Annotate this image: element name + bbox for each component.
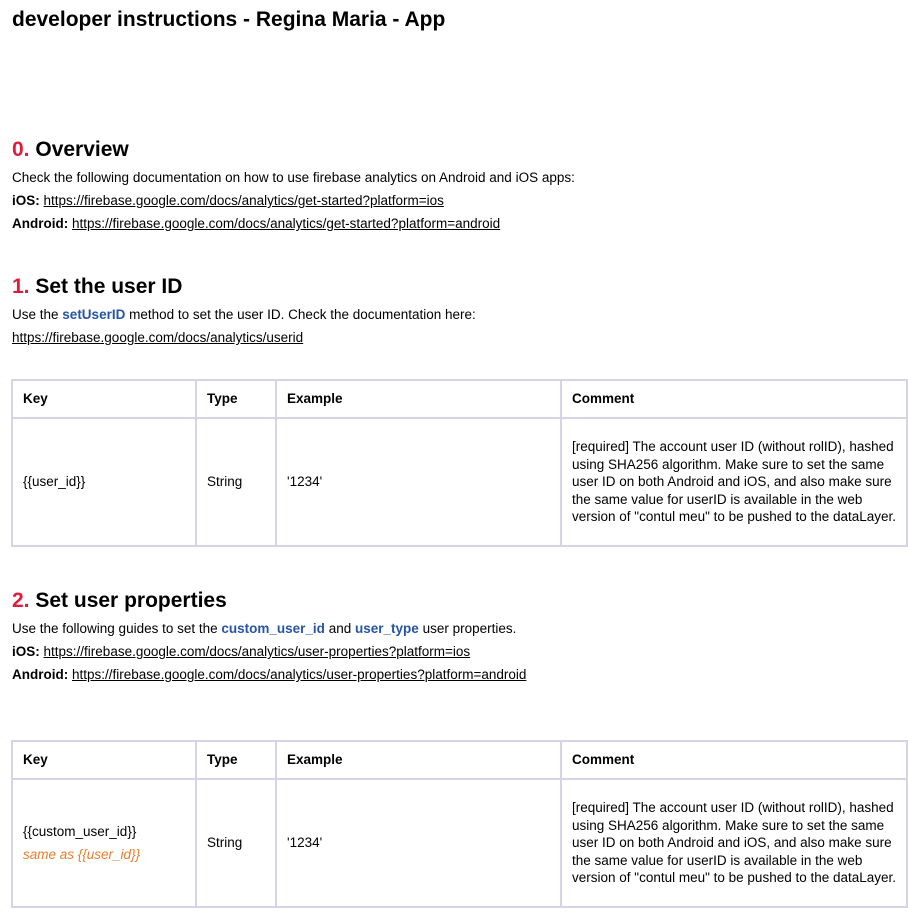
- ios-label: iOS:: [12, 644, 40, 659]
- user-id-doc-link[interactable]: https://firebase.google.com/docs/analytics/userid: [12, 330, 304, 345]
- android-user-properties-link[interactable]: https://firebase.google.com/docs/analytics/user-properties?platform=android: [72, 667, 527, 682]
- example-column-header: Example: [276, 741, 561, 779]
- user-properties-intro-text-after: user properties.: [422, 621, 517, 636]
- user-type-property: user_type: [355, 621, 419, 636]
- user-properties-intro: [12, 620, 516, 638]
- table-header-row: [12, 380, 907, 418]
- user-id-number: 1.: [12, 275, 30, 298]
- type-column-header: Type: [196, 380, 276, 418]
- table-row: [12, 779, 907, 907]
- user-properties-table: [11, 740, 908, 908]
- user-id-intro-text-before: Use the: [12, 307, 59, 322]
- overview-title: Overview: [35, 138, 129, 161]
- user-properties-intro-and: and: [328, 621, 352, 636]
- overview-heading: [12, 137, 129, 163]
- type-cell: String: [196, 779, 276, 907]
- user-id-heading: [12, 274, 182, 300]
- type-column-header: Type: [196, 741, 276, 779]
- ios-get-started-link[interactable]: https://firebase.google.com/docs/analytics/get-started?platform=ios: [43, 193, 444, 208]
- table-row: [12, 418, 907, 546]
- overview-intro: Check the following documentation on how to use firebase analytics on Android and iOS apps:: [12, 170, 575, 185]
- overview-ios-line: [12, 192, 444, 210]
- overview-android-line: [12, 215, 500, 233]
- user-properties-title: Set user properties: [35, 589, 227, 612]
- android-label: Android:: [12, 667, 69, 682]
- key-cell: [12, 779, 196, 907]
- key-cell: {{user_id}}: [12, 418, 196, 546]
- custom-user-id-property: custom_user_id: [221, 621, 325, 636]
- android-label: Android:: [12, 216, 69, 231]
- key-value: {{custom_user_id}}: [23, 823, 137, 839]
- ios-user-properties-link[interactable]: https://firebase.google.com/docs/analytics/user-properties?platform=ios: [43, 644, 471, 659]
- key-note: same as {{user_id}}: [23, 847, 141, 862]
- table-header-row: [12, 741, 907, 779]
- example-column-header: Example: [276, 380, 561, 418]
- key-column-header: Key: [12, 380, 196, 418]
- set-user-id-method: setUserID: [62, 307, 126, 322]
- user-id-intro: [12, 306, 476, 324]
- user-id-intro-text-after: method to set the user ID. Check the documentation here:: [129, 307, 476, 322]
- overview-number: 0.: [12, 138, 30, 161]
- comment-column-header: Comment: [561, 380, 907, 418]
- user-properties-number: 2.: [12, 589, 30, 612]
- document-title: developer instructions - Regina Maria - App: [12, 8, 446, 31]
- example-cell: '1234': [276, 418, 561, 546]
- user-id-table: [11, 379, 908, 547]
- android-get-started-link[interactable]: https://firebase.google.com/docs/analytics/get-started?platform=android: [72, 216, 501, 231]
- user-properties-heading: [12, 588, 227, 614]
- user-properties-android-line: [12, 666, 526, 684]
- user-id-doc-line: [12, 329, 303, 347]
- type-cell: String: [196, 418, 276, 546]
- user-properties-intro-text-before: Use the following guides to set the: [12, 621, 218, 636]
- comment-cell: [required] The account user ID (without rolID), hashed using SHA256 algorithm. Make sure to set the same user ID on both Android and iOS, and also make sure the same value for userID is available in the web version of "contul meu" to be pushed to the dataLayer.: [561, 779, 907, 907]
- example-cell: '1234': [276, 779, 561, 907]
- comment-column-header: Comment: [561, 741, 907, 779]
- user-id-title: Set the user ID: [35, 275, 183, 298]
- key-column-header: Key: [12, 741, 196, 779]
- ios-label: iOS:: [12, 193, 40, 208]
- comment-cell: [required] The account user ID (without rolID), hashed using SHA256 algorithm. Make sure to set the same user ID on both Android and iOS, and also make sure the same value for userID is available in the web version of "contul meu" to be pushed to the dataLayer.: [561, 418, 907, 546]
- user-properties-ios-line: [12, 643, 470, 661]
